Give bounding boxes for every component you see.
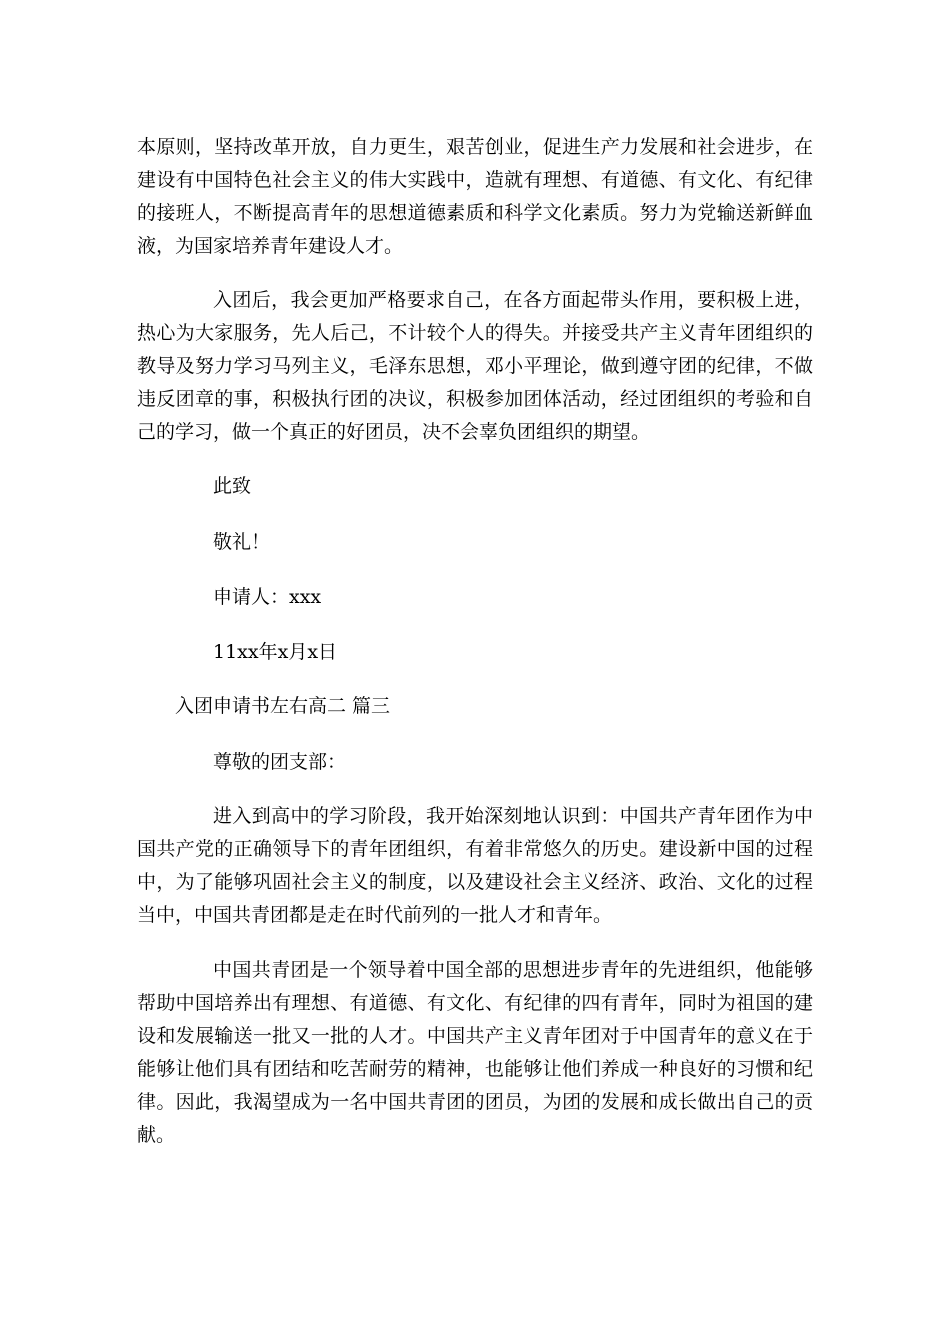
paragraph-3 xyxy=(137,800,813,932)
paragraph-line: 液，为国家培养青年建设人才。 xyxy=(137,235,404,257)
paragraph-line: 中，为了能够巩固社会主义的制度，以及建设社会主义经济、政治、文化的过程 xyxy=(137,871,813,893)
paragraph-line: 能够让他们具有团结和吃苦耐劳的精神，也能够让他们养成一种良好的习惯和纪 xyxy=(137,1058,813,1080)
paragraph-line: 当中，中国共青团都是走在时代前列的一批人才和青年。 xyxy=(137,904,613,926)
section-heading: 入团申请书左右高二 篇三 xyxy=(175,695,391,717)
paragraph-line: 国共产党的正确领导下的青年团组织，有着非常悠久的历史。建设新中国的过程 xyxy=(137,838,813,860)
paragraph-line: 律。因此，我渴望成为一名中国共青团的团员，为团的发展和成长做出自己的贡 xyxy=(137,1091,813,1113)
closing-jingli: 敬礼！ xyxy=(213,531,271,553)
paragraph-line: 进入到高中的学习阶段，我开始深刻地认识到：中国共产青年团作为中 xyxy=(213,805,813,827)
paragraph-2 xyxy=(137,284,813,449)
paragraph-line: 帮助中国培养出有理想、有道德、有文化、有纪律的四有青年，同时为祖国的建 xyxy=(137,992,813,1014)
paragraph-line: 入团后，我会更加严格要求自己，在各方面起带头作用，要积极上进， xyxy=(213,289,813,311)
paragraph-line: 设和发展输送一批又一批的人才。中国共产主义青年团对于中国青年的意义在于 xyxy=(137,1025,813,1047)
salutation: 尊敬的团支部： xyxy=(213,751,347,773)
paragraph-line: 己的学习，做一个真正的好团员，决不会辜负团组织的期望。 xyxy=(137,421,651,443)
paragraph-line: 教导及努力学习马列主义，毛泽东思想，邓小平理论，做到遵守团的纪律，不做 xyxy=(137,355,813,377)
paragraph-line: 的接班人，不断提高青年的思想道德素质和科学文化素质。努力为党输送新鲜血 xyxy=(137,202,813,224)
applicant-line: 申请人：xxx xyxy=(213,586,322,608)
closing-cizhi: 此致 xyxy=(213,475,252,497)
paragraph-line: 本原则，坚持改革开放，自力更生，艰苦创业，促进生产力发展和社会进步，在 xyxy=(137,136,813,158)
date-line: 11xx年x月x日 xyxy=(213,641,338,663)
paragraph-1 xyxy=(137,131,813,263)
paragraph-line: 违反团章的事，积极执行团的决议，积极参加团体活动，经过团组织的考验和自 xyxy=(137,388,813,410)
paragraph-line: 热心为大家服务，先人后己，不计较个人的得失。并接受共产主义青年团组织的 xyxy=(137,322,813,344)
paragraph-4 xyxy=(137,954,813,1152)
paragraph-line: 献。 xyxy=(137,1124,176,1146)
paragraph-line: 建设有中国特色社会主义的伟大实践中，造就有理想、有道德、有文化、有纪律 xyxy=(137,169,813,191)
paragraph-line: 中国共青团是一个领导着中国全部的思想进步青年的先进组织，他能够 xyxy=(213,959,813,981)
